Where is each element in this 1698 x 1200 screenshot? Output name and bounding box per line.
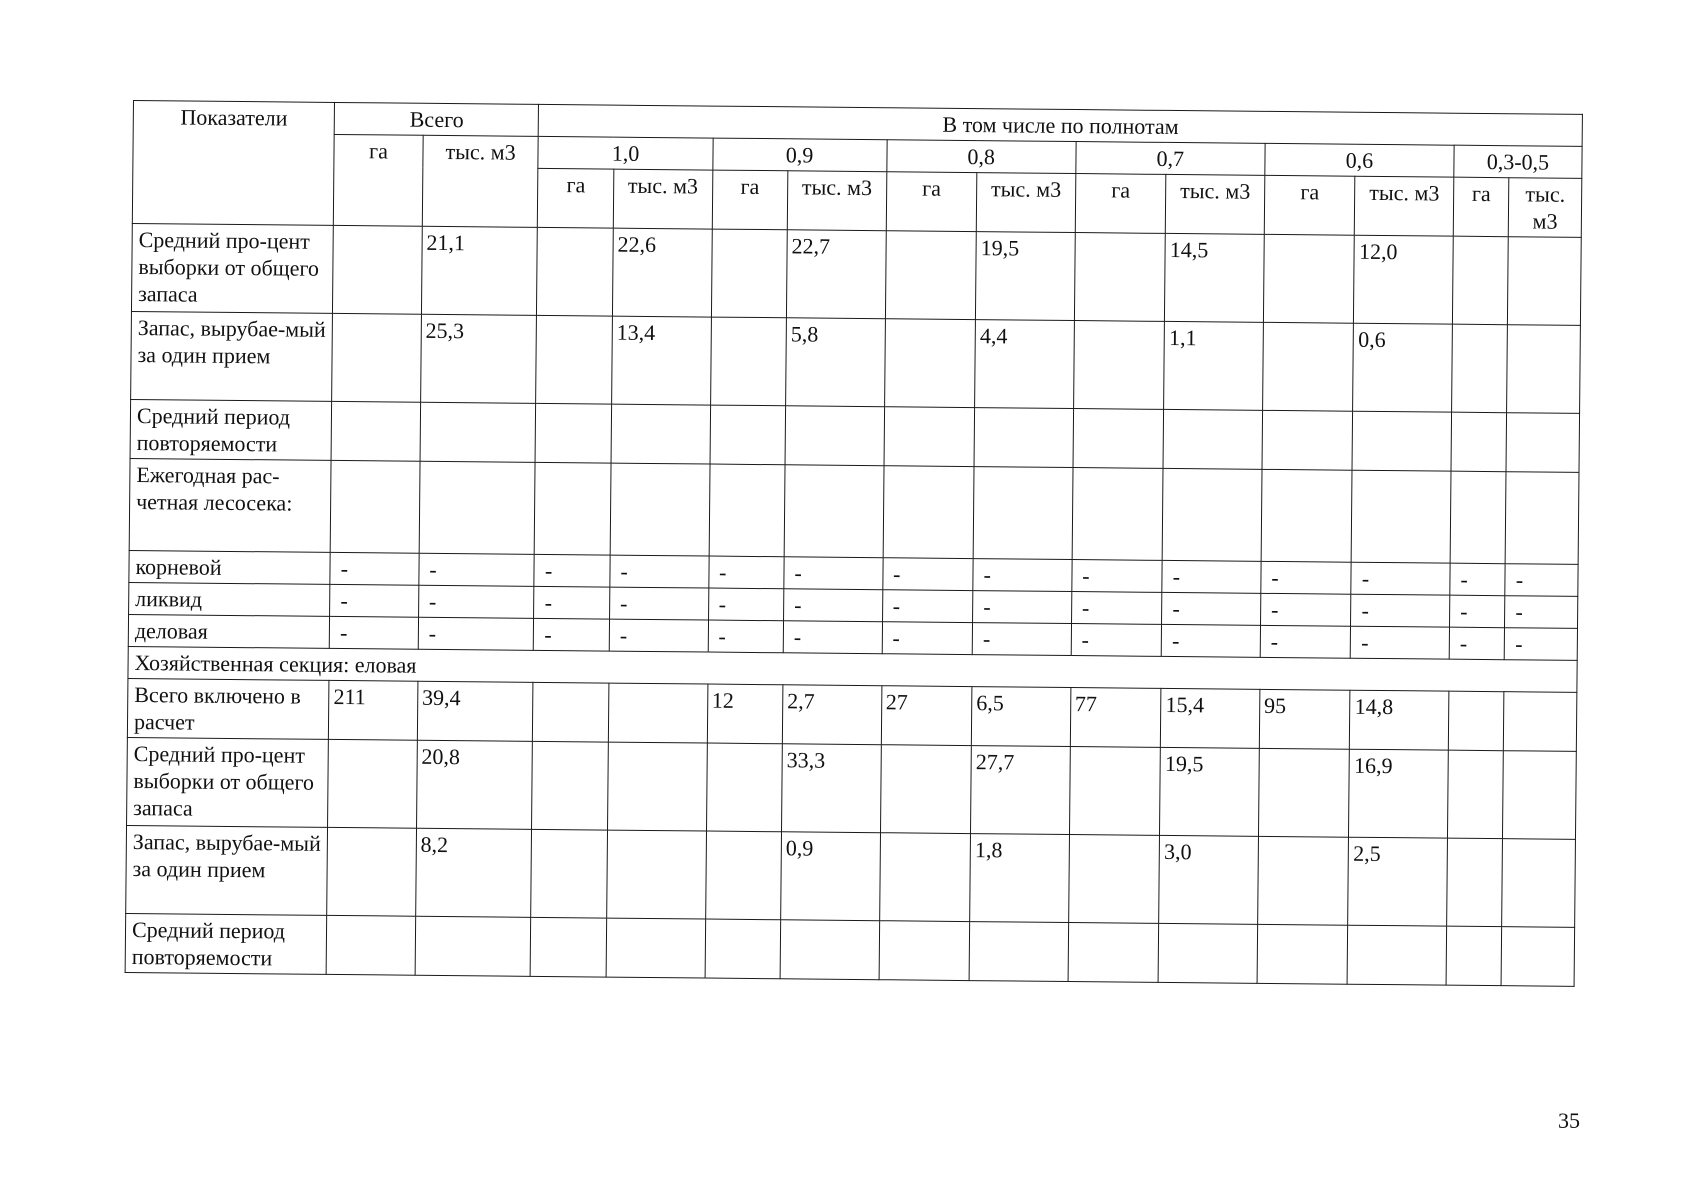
table-cell <box>1452 236 1508 325</box>
table-cell: - <box>1351 626 1450 659</box>
table-cell <box>1261 469 1352 562</box>
table-cell: 12,0 <box>1354 235 1453 324</box>
table-cell <box>1163 409 1262 469</box>
header-density: 0,3-0,5 <box>1454 145 1582 178</box>
table-cell <box>1448 691 1504 751</box>
table-cell <box>1263 234 1354 323</box>
table-cell: - <box>784 557 883 590</box>
table-cell <box>535 462 611 555</box>
table-cell: - <box>1505 564 1578 597</box>
table-row <box>131 223 1581 325</box>
table-cell: - <box>708 588 784 621</box>
table-cell <box>883 466 974 559</box>
header-density: 0,9 <box>712 138 886 172</box>
table-cell <box>1257 836 1348 925</box>
table-cell: 3,0 <box>1159 835 1258 924</box>
table-cell: - <box>419 553 535 586</box>
table-cell <box>333 225 422 314</box>
table-cell: - <box>1351 562 1450 595</box>
table-cell <box>1507 325 1581 414</box>
table-cell: 0,9 <box>781 832 880 921</box>
table-cell: - <box>610 555 709 588</box>
header-total: Всего <box>334 102 539 136</box>
table-cell <box>610 463 709 556</box>
table-cell <box>974 408 1073 468</box>
table-cell <box>536 315 612 404</box>
table-cell: - <box>1071 624 1162 657</box>
table-cell <box>607 830 706 919</box>
table-cell <box>332 313 421 402</box>
table-cell <box>710 317 786 406</box>
row-label: Средний про-цент выборки от общего запаса <box>127 737 329 827</box>
table-cell: 13,4 <box>612 316 711 405</box>
table-cell <box>1450 471 1506 564</box>
page-number: 35 <box>1558 1108 1580 1133</box>
header-sub-thous-m3: тыс. м3 <box>1166 174 1265 234</box>
table-cell <box>1504 692 1577 752</box>
row-label: Средний период повторяемости <box>130 399 332 460</box>
table-cell <box>1069 747 1160 836</box>
table-row <box>129 458 1579 564</box>
header-sub-thous-m3: тыс. м3 <box>1355 176 1454 236</box>
table-cell: - <box>330 584 419 617</box>
table-cell: 20,8 <box>416 740 533 829</box>
header-sub-ha: га <box>538 168 614 228</box>
table-cell <box>531 829 607 918</box>
table-cell: 27 <box>881 686 972 746</box>
table-cell <box>1505 472 1579 565</box>
table-cell <box>884 407 975 467</box>
header-sub-ha: га <box>1264 175 1355 235</box>
table-cell <box>1257 924 1348 984</box>
table-cell <box>420 402 536 462</box>
table-cell <box>710 405 786 465</box>
table-cell <box>1503 751 1577 840</box>
table-cell <box>879 921 970 981</box>
table-cell: - <box>418 617 534 650</box>
table-cell <box>328 739 417 828</box>
table-cell <box>1068 923 1159 983</box>
table-cell <box>1158 923 1257 983</box>
table-cell <box>608 683 707 743</box>
header-sub-thous-m3: тыс. м3 <box>976 173 1075 233</box>
table-cell <box>709 464 785 557</box>
table-cell <box>711 229 787 318</box>
table-cell <box>784 465 883 558</box>
row-label: Средний про-цент выборки от общего запаса <box>131 223 333 313</box>
header-density: 0,7 <box>1076 142 1265 176</box>
table-cell: 2,5 <box>1348 837 1447 926</box>
table-cell: - <box>418 585 534 618</box>
header-sub-thous-m3: тыс. м3 <box>613 169 712 229</box>
table-cell <box>330 460 419 553</box>
table-cell: - <box>1450 595 1506 628</box>
table-cell: 1,1 <box>1164 321 1263 410</box>
table-cell <box>705 831 781 920</box>
table-cell <box>1447 838 1503 927</box>
header-total-thous-m3: тыс. м3 <box>422 135 539 227</box>
table-cell: - <box>1351 594 1450 627</box>
table-cell: - <box>1260 625 1351 658</box>
table-cell: - <box>534 618 610 651</box>
table-cell <box>1262 410 1353 470</box>
table-cell: - <box>534 586 610 619</box>
table-cell: 211 <box>329 680 418 740</box>
table-cell <box>1446 926 1502 986</box>
section-title: Хозяйственная секция: еловая <box>128 646 1577 692</box>
table-cell: 33,3 <box>781 744 880 833</box>
table-cell: - <box>973 559 1072 592</box>
row-label: Ежегодная рас-четная лесосека: <box>129 458 331 552</box>
table-row <box>131 311 1581 413</box>
table-cell <box>706 743 782 832</box>
table-cell <box>1068 835 1159 924</box>
table-cell <box>1451 412 1507 472</box>
table-cell: 2,7 <box>782 685 881 745</box>
table-cell: - <box>1261 561 1352 594</box>
table-cell <box>611 404 710 464</box>
table-cell: 39,4 <box>417 681 533 741</box>
table-cell: 8,2 <box>415 828 532 917</box>
document-sheet <box>125 100 1583 987</box>
table-cell: - <box>882 590 973 623</box>
table-cell <box>1347 925 1446 985</box>
table-cell <box>885 231 976 320</box>
table-cell <box>973 467 1072 560</box>
table-cell <box>705 919 781 979</box>
table-cell <box>1072 468 1163 561</box>
table-cell: - <box>708 556 784 589</box>
table-cell: 27,7 <box>971 746 1070 835</box>
table-cell <box>1073 409 1164 469</box>
row-label: корневой <box>129 550 331 584</box>
table-cell: 77 <box>1070 688 1161 748</box>
table-cell <box>1508 237 1582 326</box>
table-cell: - <box>784 589 883 622</box>
table-row <box>125 913 1574 986</box>
table-cell <box>1506 413 1579 473</box>
header-sub-ha: га <box>712 170 788 230</box>
header-density: 0,6 <box>1265 143 1454 177</box>
row-label: Всего включено в расчет <box>127 678 329 739</box>
row-label: деловая <box>128 614 330 648</box>
table-cell: - <box>882 622 973 655</box>
table-cell: 5,8 <box>786 318 885 407</box>
table-cell <box>1452 324 1508 413</box>
table-cell: 16,9 <box>1349 749 1448 838</box>
table-cell: 1,8 <box>970 834 1069 923</box>
header-sub-ha: га <box>1453 177 1509 237</box>
table-cell <box>536 403 612 463</box>
header-sub-ha: га <box>886 172 977 232</box>
table-cell: 0,6 <box>1353 323 1452 412</box>
table-cell: 12 <box>707 684 783 744</box>
table-cell: 19,5 <box>976 232 1075 321</box>
table-cell: - <box>973 591 1072 624</box>
table-cell <box>1162 468 1261 561</box>
table-cell: 15,4 <box>1161 688 1260 748</box>
table-cell: - <box>609 619 708 652</box>
table-cell: 95 <box>1259 689 1350 749</box>
table-cell: - <box>783 621 882 654</box>
table-cell: - <box>1161 624 1260 657</box>
table-cell: - <box>1071 592 1162 625</box>
header-density: 1,0 <box>538 136 712 170</box>
table-cell <box>532 741 608 830</box>
table-cell: - <box>1072 560 1163 593</box>
table-cell <box>415 916 531 976</box>
table-cell <box>884 319 975 408</box>
table-cell <box>880 745 971 834</box>
header-total-ha: га <box>334 134 423 226</box>
table-cell <box>1501 927 1574 987</box>
table-cell <box>326 915 415 975</box>
table-cell: - <box>1505 628 1578 661</box>
table-cell: 21,1 <box>421 226 538 315</box>
table-cell: - <box>330 552 419 585</box>
table-cell <box>1352 411 1451 471</box>
table-cell: - <box>1450 563 1506 596</box>
table-cell: - <box>1505 596 1578 629</box>
table-cell <box>1352 470 1451 563</box>
table-cell: 25,3 <box>420 314 537 403</box>
table-cell <box>419 461 536 554</box>
table-cell: 22,7 <box>786 230 885 319</box>
table-cell: 6,5 <box>971 687 1070 747</box>
table-cell: 4,4 <box>975 320 1074 409</box>
table-cell: 14,5 <box>1165 233 1264 322</box>
header-by-density: В том числе по полнотам <box>539 104 1583 146</box>
table-cell <box>1073 321 1164 410</box>
header-sub-ha: га <box>1075 174 1166 234</box>
header-indicators: Показатели <box>132 101 334 226</box>
table-cell: - <box>1449 627 1505 660</box>
table-cell: - <box>534 554 610 587</box>
table-cell <box>969 922 1068 982</box>
row-label: Средний период повторяемости <box>125 913 327 974</box>
table-cell <box>1502 839 1576 928</box>
header-density: 0,8 <box>886 140 1075 174</box>
table-cell: 14,8 <box>1350 690 1449 750</box>
table-cell: - <box>609 587 708 620</box>
table-cell: - <box>1260 593 1351 626</box>
table-cell <box>606 918 705 978</box>
table-cell <box>785 406 884 466</box>
table-row <box>127 737 1577 839</box>
table-cell <box>1447 750 1503 839</box>
table-cell <box>531 917 607 977</box>
table-cell <box>327 827 416 916</box>
row-label: ликвид <box>129 582 331 616</box>
table-cell: - <box>972 623 1071 656</box>
table-cell: 22,6 <box>612 228 711 317</box>
table-cell <box>780 920 879 980</box>
table-cell: - <box>329 616 418 649</box>
table-cell: - <box>1162 560 1261 593</box>
forest-indicators-table <box>125 100 1583 987</box>
row-label: Запас, вырубае-мый за один прием <box>131 311 333 401</box>
table-row <box>126 825 1576 927</box>
table-cell <box>607 742 706 831</box>
header-sub-thous-m3: тыс. м3 <box>1509 178 1582 238</box>
table-cell <box>533 682 609 742</box>
row-label: Запас, вырубае-мый за один прием <box>126 825 328 915</box>
table-cell <box>331 401 420 461</box>
table-cell: 19,5 <box>1160 747 1259 836</box>
table-cell: - <box>882 558 973 591</box>
table-cell <box>1262 322 1353 411</box>
table-cell: - <box>708 620 784 653</box>
table-cell <box>537 227 613 316</box>
header-sub-thous-m3: тыс. м3 <box>787 171 886 231</box>
table-cell: - <box>1162 592 1261 625</box>
table-cell <box>1258 748 1349 837</box>
table-cell <box>1074 233 1165 322</box>
table-cell <box>879 833 970 922</box>
